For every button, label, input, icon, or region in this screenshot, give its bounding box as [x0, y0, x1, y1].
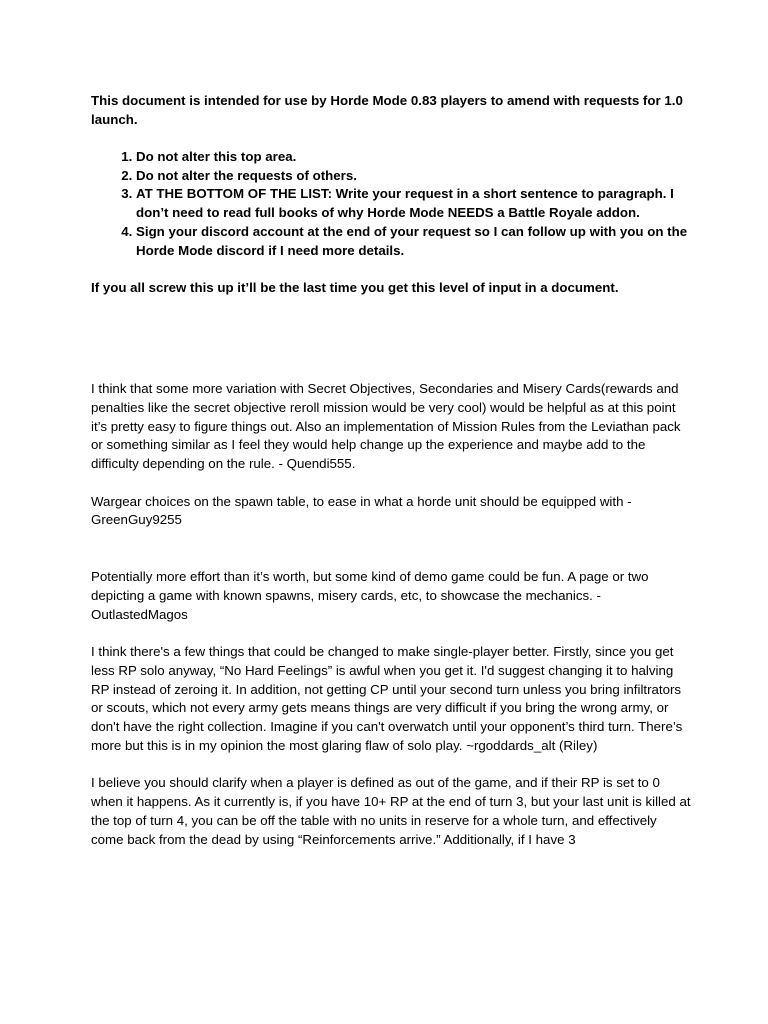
requests-section — [91, 380, 691, 849]
intro-paragraph: This document is intended for use by Horde Mode 0.83 players to amend with requests for 1.0 launch. — [91, 93, 683, 127]
rule-item: 2. Do not alter the requests of others. — [136, 167, 691, 186]
request-paragraph: Potentially more effort than it’s worth, but some kind of demo game could be fun. A page or two depicting a game with known spawns, misery cards, etc, to showcase the mechanics. - OutlastedMagos — [91, 569, 649, 622]
request-paragraph: I believe you should clarify when a player is defined as out of the game, and if their RP is set to 0 when it happens. As it currently is, if you have 10+ RP at the end of turn 3, but your last unit is killed at the top of turn 4, you can be off the table with no units in reserve for a whole turn, and effectively come back from the dead by using “Reinforcements arrive.” Additionally, if I have 3 — [91, 775, 691, 847]
rule-item: 3. AT THE BOTTOM OF THE LIST: Write your request in a short sentence to paragraph. I don’t need to read full books of why Horde Mode NEEDS a Battle Royale addon. — [136, 185, 691, 222]
warning-paragraph: If you all screw this up it’ll be the last time you get this level of input in a document. — [91, 280, 619, 296]
rules-list — [91, 148, 691, 260]
rule-item: 1. Do not alter this top area. — [136, 148, 691, 167]
request-paragraph: Wargear choices on the spawn table, to ease in what a horde unit should be equipped with - GreenGuy9255 — [91, 493, 632, 528]
rule-item: 4. Sign your discord account at the end of your request so I can follow up with you on the Horde Mode discord if I need more details. — [136, 223, 691, 260]
document-page — [91, 91, 691, 849]
request-paragraph: I think there's a few things that could be changed to make single-player better. Firstly, since you get less RP solo anyway, “No Hard Feelings” is awful when you get it. I'd suggest changing it to halving RP instead of zeroing it. In addition, not getting CP until your second turn unless you bring infiltrators or scouts, which not every army gets means things are very difficult if you bring the wrong army, or don't have the right collection. Imagine if you can't overwatch until your opponent’s third turn. There’s more but this is in my opinion the most glaring flaw of solo play. ~rgoddards_alt (Riley) — [91, 644, 683, 753]
request-paragraph: I think that some more variation with Secret Objectives, Secondaries and Misery Cards(rewards and penalties like the secret objective reroll mission would be very cool) would be helpful as at this point it’s pretty easy to figure things out. Also an implementation of Mission Rules from the Leviathan pack or something similar as I feel they would help change up the experience and maybe add to the difficulty depending on the rule. - Quendi555. — [91, 381, 681, 472]
